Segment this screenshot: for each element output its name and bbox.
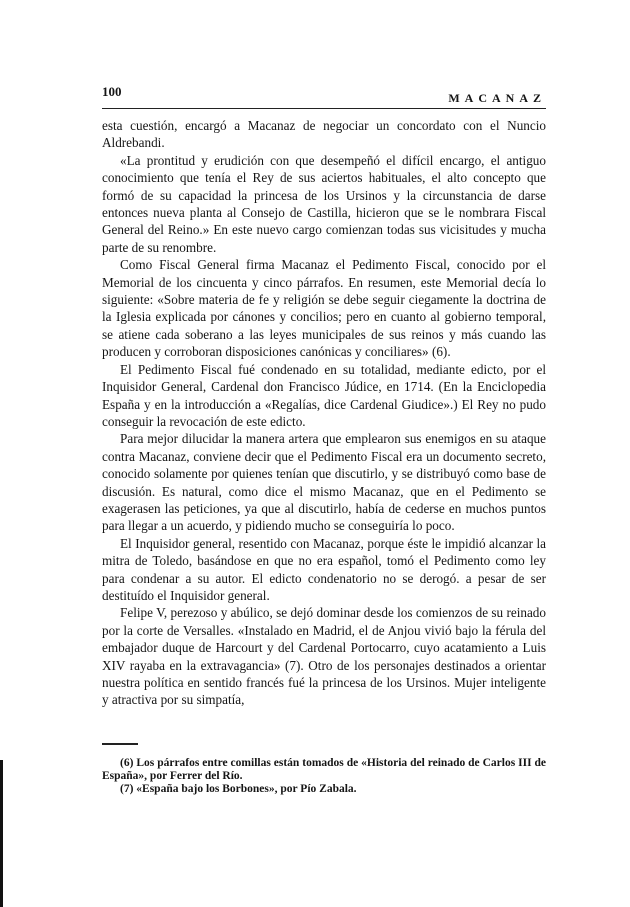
page-header bbox=[102, 82, 546, 109]
book-page bbox=[102, 82, 546, 796]
footnote-divider bbox=[102, 743, 138, 745]
footnote: (6) Los párrafos entre comillas están tomados de «Historia del reinado de Carlos III de España», por Ferrer del Río. bbox=[102, 756, 546, 782]
body-text bbox=[102, 117, 546, 709]
footnote: (7) «España bajo los Borbones», por Pío Zabala. bbox=[120, 782, 357, 795]
paragraph: «La prontitud y erudición con que desempeñó el difícil encargo, el antiguo conocimiento que tenía el Rey de sus aciertos habituales, el alto concepto que formó de su capacidad la princesa de los Ursinos y la circunstancia de darse entonces nueva planta al Consejo de Castilla, hicieron que se le nombrara Fiscal General del Reino.» En este nuevo cargo comienzan todas sus vicisitudes y mucha parte de su renombre. bbox=[102, 152, 546, 255]
scan-margin-edge bbox=[0, 760, 3, 907]
running-title: MACANAZ bbox=[448, 91, 546, 105]
paragraph: El Inquisidor general, resentido con Macanaz, porque éste le impidió alcanzar la mitra de Toledo, basándose en que no era español, tomó el Pedimento como ley para condenar a su autor. El edicto condenatorio no se derogó. a pesar de ser destituído el Inquisidor general. bbox=[102, 535, 546, 603]
page-number: 100 bbox=[102, 84, 122, 99]
paragraph: esta cuestión, encargó a Macanaz de negociar un concordato con el Nuncio Aldrebandi. bbox=[102, 118, 546, 151]
paragraph: Como Fiscal General firma Macanaz el Pedimento Fiscal, conocido por el Memorial de los cincuenta y cinco párrafos. En resumen, este Memorial decía lo siguiente: «Sobre materia de fe y religión se debe seguir ciegamente la doctrina de la Iglesia explicada por cánones y concilios; pero en cuanto al gobierno temporal, se atiene cada soberano a las leyes municipales de sus reinos y más cuando las producen y corroboran disposiciones canónicas y conciliares» (6). bbox=[102, 257, 546, 360]
paragraph: Para mejor dilucidar la manera artera que emplearon sus enemigos en su ataque contra Macanaz, conviene decir que el Pedimento Fiscal era un documento secreto, conocido solamente por quienes tenían que discutirlo, y se distribuyó como base de discusión. Es natural, como dice el mismo Macanaz, que en el Pedimento se exagerasen las peticiones, ya que al discutirlo, había de cederse en muchos puntos para llegar a un acuerdo, y pidiendo mucho se conseguiría lo poco. bbox=[102, 431, 546, 534]
footnotes bbox=[102, 757, 546, 796]
paragraph: Felipe V, perezoso y abúlico, se dejó dominar desde los comienzos de su reinado por la corte de Versalles. «Instalado en Madrid, el de Anjou vivió bajo la férula del embajador duque de Harcourt y del Cardenal Portocarro, cuyo acatamiento a Luis XIV rayaba en la extravagancia» (7). Otro de los personajes destinados a orientar nuestra política en sentido francés fué la princesa de los Ursinos. Mujer inteligente y atractiva por su simpatía, bbox=[102, 605, 546, 708]
paragraph: El Pedimento Fiscal fué condenado en su totalidad, mediante edicto, por el Inquisidor General, Cardenal don Francisco Júdice, en 1714. (En la Enciclopedia España y en la introducción a «Regalías, dice Cardenal Giudice».) El Rey no pudo conseguir la revocación de este edicto. bbox=[102, 361, 546, 429]
